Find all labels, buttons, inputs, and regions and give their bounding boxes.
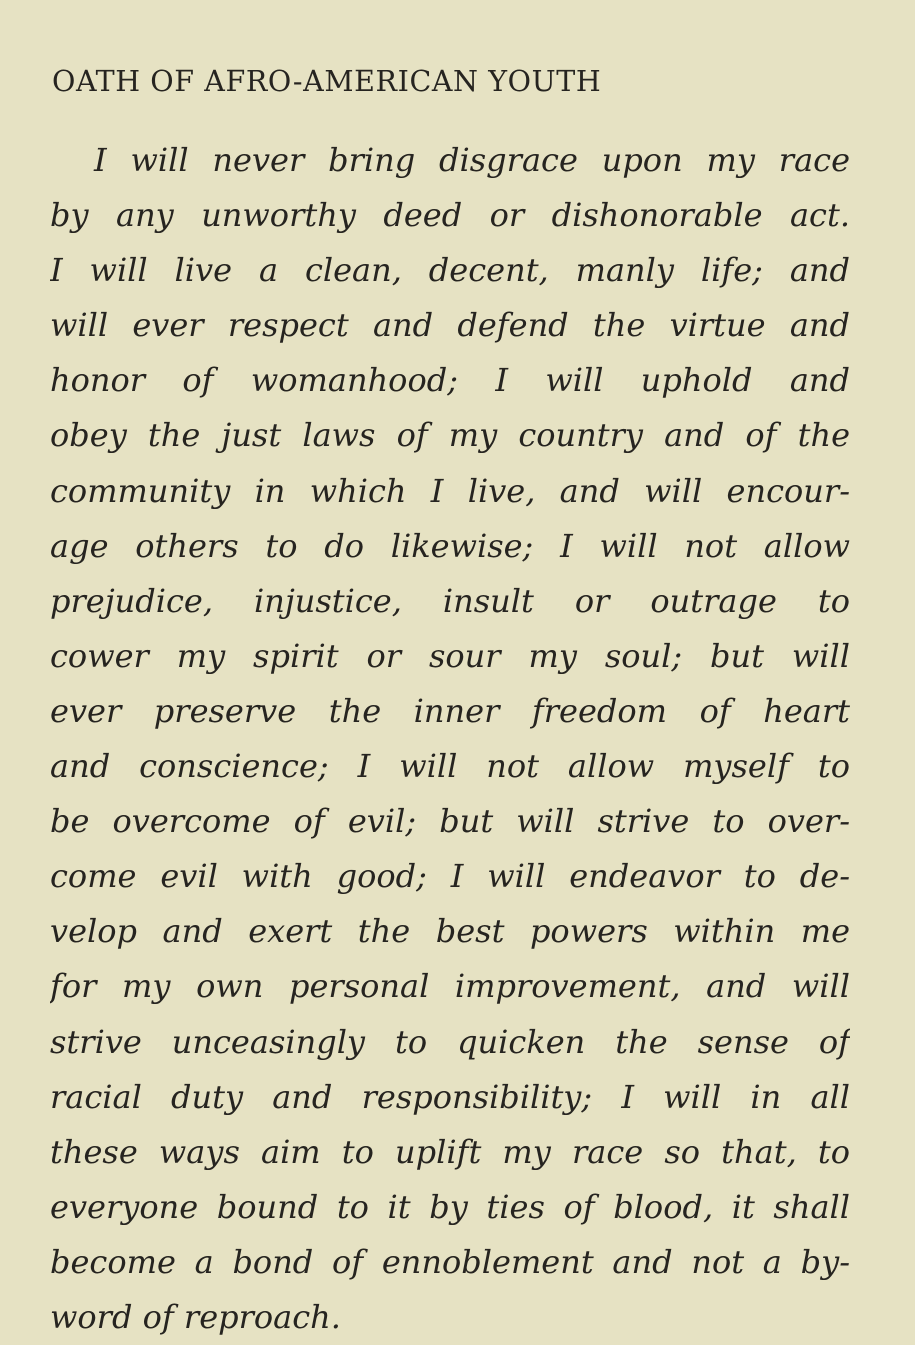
oath-line: honor of womanhood; I will uphold and [50, 361, 850, 400]
oath-line: I will never bring disgrace upon my race [94, 141, 850, 179]
oath-line: obey the just laws of my country and of the [50, 416, 850, 455]
oath-line: strive unceasingly to quicken the sense of [50, 1022, 850, 1061]
oath-line: cower my spirit or sour my soul; but will [50, 636, 850, 675]
oath-line: I will live a clean, decent, manly life; and [50, 251, 850, 290]
oath-line: will ever respect and defend the virtue and [50, 306, 850, 345]
oath-line: and conscience; I will not allow myself to [50, 747, 850, 786]
oath-line: become a bond of ennoblement and not a by- [50, 1242, 850, 1281]
oath-line: age others to do likewise; I will not allow [50, 526, 850, 565]
oath-line: velop and exert the best powers within me [50, 912, 850, 951]
oath-line: come evil with good; I will endeavor to de- [50, 857, 850, 896]
page-title: OATH OF AFRO-AMERICAN YOUTH [52, 65, 602, 98]
oath-line: community in which I live, and will encour- [50, 471, 850, 510]
oath-line: everyone bound to it by ties of blood, it shall [50, 1187, 850, 1226]
oath-line: by any unworthy deed or dishonorable act. [50, 196, 850, 235]
oath-line: word of reproach. [50, 1297, 341, 1336]
oath-line: racial duty and responsibility; I will in all [50, 1077, 850, 1116]
oath-line: be overcome of evil; but will strive to over- [50, 802, 850, 841]
oath-line: ever preserve the inner freedom of heart [50, 691, 850, 730]
oath-paragraph [50, 133, 850, 1345]
oath-line: these ways aim to uplift my race so that, to [50, 1132, 850, 1171]
oath-line: prejudice, injustice, insult or outrage to [50, 581, 850, 620]
oath-line: for my own personal improvement, and will [50, 967, 850, 1006]
